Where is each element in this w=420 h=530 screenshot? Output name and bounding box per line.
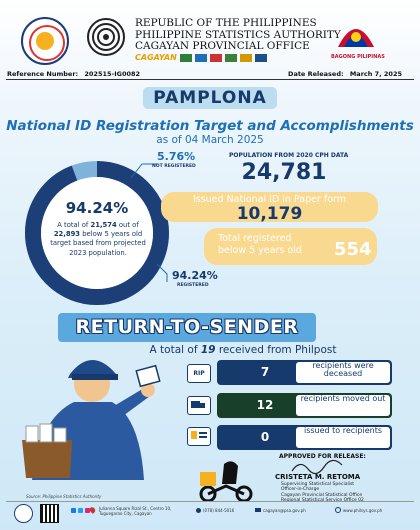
not-registered-label: NOT REGISTERED [152, 164, 196, 169]
rip-tombstone-icon: RIP [187, 364, 211, 383]
registered-pct: 94.24% [172, 269, 218, 282]
header-country: REPUBLIC OF THE PHILIPPINES [135, 17, 317, 29]
approver-title-2: Officer-in-Charge [281, 487, 320, 493]
cagayan-wordmark: CAGAYAN [135, 53, 177, 62]
center-text-a: A total of [57, 221, 91, 229]
date-released [288, 70, 402, 78]
center-description [46, 221, 150, 258]
footer-phone: (078) 844-5016 [203, 508, 235, 513]
footer-address-line1: Julianna Square Rizal St., Centro 10, [99, 506, 172, 511]
facebook-icon [71, 508, 76, 513]
center-num-registered: 21,574 [90, 221, 117, 229]
approver-title-1: Supervising Statistical Specialist [281, 482, 355, 487]
qr-code-icon [40, 504, 59, 523]
population-value: 24,781 [241, 160, 327, 185]
rts-sub-num: 19 [200, 344, 216, 356]
center-num-target: 22,893 [53, 230, 81, 239]
issued-id-icon [187, 427, 211, 446]
not-registered-leader-line [130, 160, 160, 180]
phone-icon [196, 508, 201, 513]
cagayan-logo [135, 52, 267, 63]
bagong-pilipinas-logo [334, 17, 378, 53]
not-registered-pct: 5.76% [157, 150, 196, 163]
stat-deceased-value: 7 [260, 365, 270, 379]
stat-deceased-label: recipients were deceased [312, 361, 374, 379]
header-divider [6, 79, 414, 80]
report-title: National ID Registration Target and Accomplishments [6, 118, 414, 134]
footer-website[interactable]: www.philsys.gov.ph [343, 508, 383, 513]
below5-value: 554 [334, 239, 372, 260]
email-icon [255, 508, 261, 512]
stat-issued-value: 0 [260, 430, 270, 444]
delivery-rider-illustration [196, 456, 256, 502]
registered-label: REGISTERED [177, 283, 209, 288]
footer-address [99, 506, 171, 516]
center-text-c: below 5 years old target based from projected 2023 population. [50, 230, 146, 257]
approver-title-3: Cagayan Provincial Statistical Office [281, 492, 363, 498]
footer-logo-a [14, 504, 33, 523]
source-note: Source: Philippine Statistics Authority [26, 494, 102, 499]
below5-label-line1: Total registered [218, 233, 292, 244]
footer-email[interactable]: cagayan@psa.gov.ph [263, 508, 306, 513]
municipality-name: PAMPLONA [153, 88, 267, 108]
rts-sub-a: A total of [149, 344, 201, 356]
approver-name: CRISTETA M. RETOMA [275, 473, 361, 481]
release-label: Date Released: [288, 70, 344, 78]
header-agency: PHILIPPINE STATISTICS AUTHORITY [135, 29, 341, 41]
footer-bar [6, 501, 414, 502]
rts-title: RETURN-TO-SENDER [75, 316, 299, 338]
issued-paper-label: Issued National ID in Paper form [192, 194, 347, 205]
stat-moved-value: 12 [256, 398, 274, 412]
issued-paper-value: 10,179 [236, 204, 303, 224]
moving-truck-icon [187, 396, 211, 415]
center-text-b: out of [116, 221, 139, 229]
stat-moved-label: recipients moved out [300, 394, 386, 403]
below5-label-line2: below 5 years old [218, 244, 302, 256]
reference-number [7, 70, 140, 78]
footer-address-line2: Tuguegarao City, Cagayan [99, 511, 152, 516]
header-office: CAGAYAN PROVINCIAL OFFICE [135, 40, 310, 52]
reference-label: Reference Number: [7, 70, 79, 78]
twitter-icon [78, 508, 83, 513]
center-percentage: 94.24% [65, 199, 129, 217]
globe-icon [335, 507, 341, 513]
population-label: POPULATION FROM 2020 CPH DATA [229, 152, 349, 159]
release-value: March 7, 2025 [349, 70, 402, 78]
rts-sub-b: received from Philpost [215, 344, 337, 356]
philsys-fingerprint-logo [86, 17, 126, 57]
report-subtitle: as of 04 March 2025 [156, 134, 264, 146]
mailman-illustration [12, 340, 168, 490]
below5-label [218, 233, 302, 257]
approval-label: APPROVED FOR RELEASE: [279, 453, 366, 460]
reference-value: 202515-IG0082 [84, 70, 141, 78]
stat-issued-label: issued to recipients [304, 426, 382, 435]
social-icons [71, 508, 90, 513]
bagong-pilipinas-text: BAGONG PILIPINAS [331, 54, 385, 60]
psa-seal-logo [21, 17, 69, 65]
